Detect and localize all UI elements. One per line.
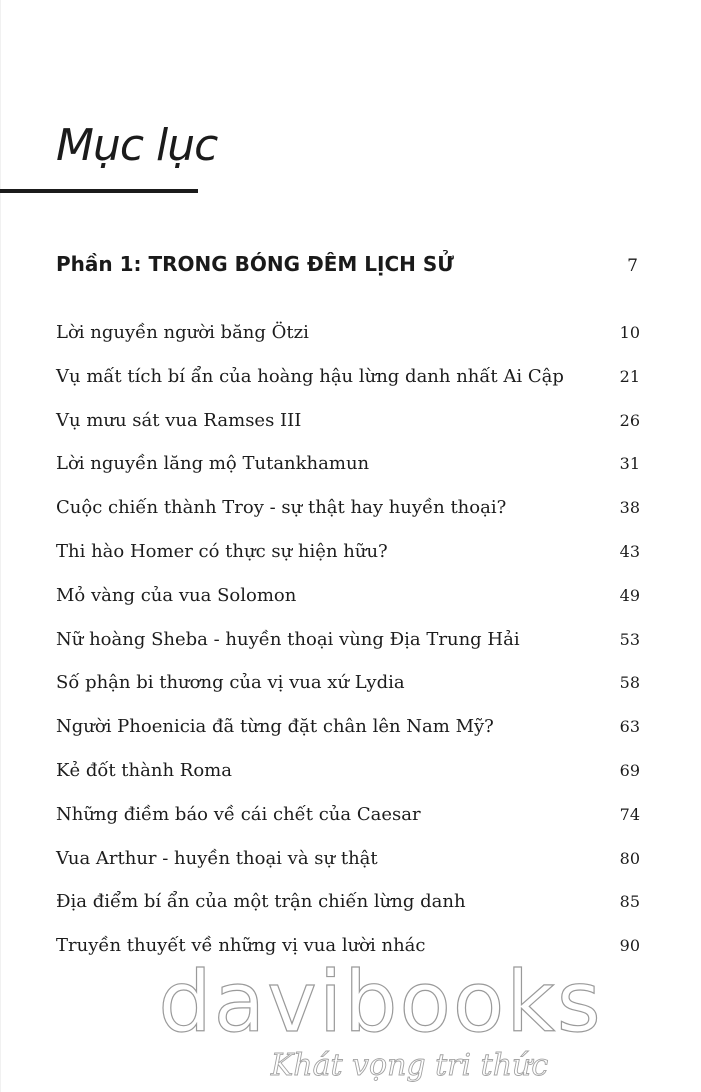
toc-entry (56, 493, 640, 537)
toc-entry (56, 318, 640, 362)
part-heading-label: Phần 1: TRONG BÓNG ĐÊM LỊCH SỬ (56, 252, 454, 276)
toc-entry-page: 63 (619, 717, 640, 737)
toc-entry-title: Vụ mất tích bí ẩn của hoàng hậu lừng danh nhất Ai Cập (56, 365, 564, 387)
toc-entry (56, 712, 640, 756)
toc-entry (56, 756, 640, 800)
watermark-tagline: Khát vọng tri thức (270, 1048, 549, 1083)
watermark (0, 953, 701, 1083)
toc-entry (56, 406, 640, 450)
toc-entry-title: Cuộc chiến thành Troy - sự thật hay huyền thoại? (56, 497, 507, 519)
toc-entry-title: Người Phoenicia đã từng đặt chân lên Nam Mỹ? (56, 716, 494, 738)
toc-entry-page: 49 (619, 585, 640, 605)
toc-entry-page: 80 (619, 848, 640, 868)
part-page-number: 7 (627, 256, 638, 276)
toc-entry (56, 844, 640, 888)
toc-entry-title: Mỏ vàng của vua Solomon (56, 584, 297, 606)
toc-entry-title: Vua Arthur - huyền thoại và sự thật (56, 847, 378, 869)
toc-entry (56, 537, 640, 581)
toc-entry-title: Địa điểm bí ẩn của một trận chiến lừng danh (56, 891, 466, 913)
toc-entry-page: 74 (619, 804, 640, 824)
toc-entry-page: 85 (619, 892, 640, 912)
toc-entry-title: Những điềm báo về cái chết của Caesar (56, 803, 421, 825)
part-heading (56, 252, 640, 276)
toc-entry-title: Nữ hoàng Sheba - huyền thoại vùng Địa Trung Hải (56, 628, 520, 650)
toc-entry-title: Thi hào Homer có thực sự hiện hữu? (56, 540, 388, 562)
page-title: Mục lục (56, 120, 218, 171)
toc-entry-page: 38 (619, 498, 640, 518)
toc-entry-page: 53 (619, 629, 640, 649)
toc-entry (56, 887, 640, 931)
toc-entry-title: Truyền thuyết về những vị vua lười nhác (56, 935, 426, 957)
toc-entry-page: 43 (619, 541, 640, 561)
toc-entry-title: Kẻ đốt thành Roma (56, 759, 232, 781)
toc-entry (56, 668, 640, 712)
toc-entry-page: 69 (619, 760, 640, 780)
toc-entry (56, 581, 640, 625)
toc-entry-title: Vụ mưu sát vua Ramses III (56, 409, 302, 431)
toc-entry-page: 21 (619, 366, 640, 386)
toc-entry (56, 449, 640, 493)
toc-entry-page: 31 (619, 454, 640, 474)
toc-entry-page: 90 (619, 936, 640, 956)
toc-entry (56, 800, 640, 844)
toc-entry-title: Số phận bi thương của vị vua xứ Lydia (56, 672, 405, 694)
toc-entry (56, 362, 640, 406)
toc-entry-page: 58 (619, 673, 640, 693)
toc-list (56, 318, 640, 975)
toc-entry (56, 625, 640, 669)
toc-entry-title: Lời nguyền lăng mộ Tutankhamun (56, 453, 370, 475)
title-underline (0, 189, 198, 193)
toc-entry-title: Lời nguyền người băng Ötzi (56, 322, 309, 343)
toc-entry-page: 26 (619, 410, 640, 430)
watermark-brand: davibooks (158, 953, 603, 1051)
toc-entry-page: 10 (619, 323, 640, 342)
